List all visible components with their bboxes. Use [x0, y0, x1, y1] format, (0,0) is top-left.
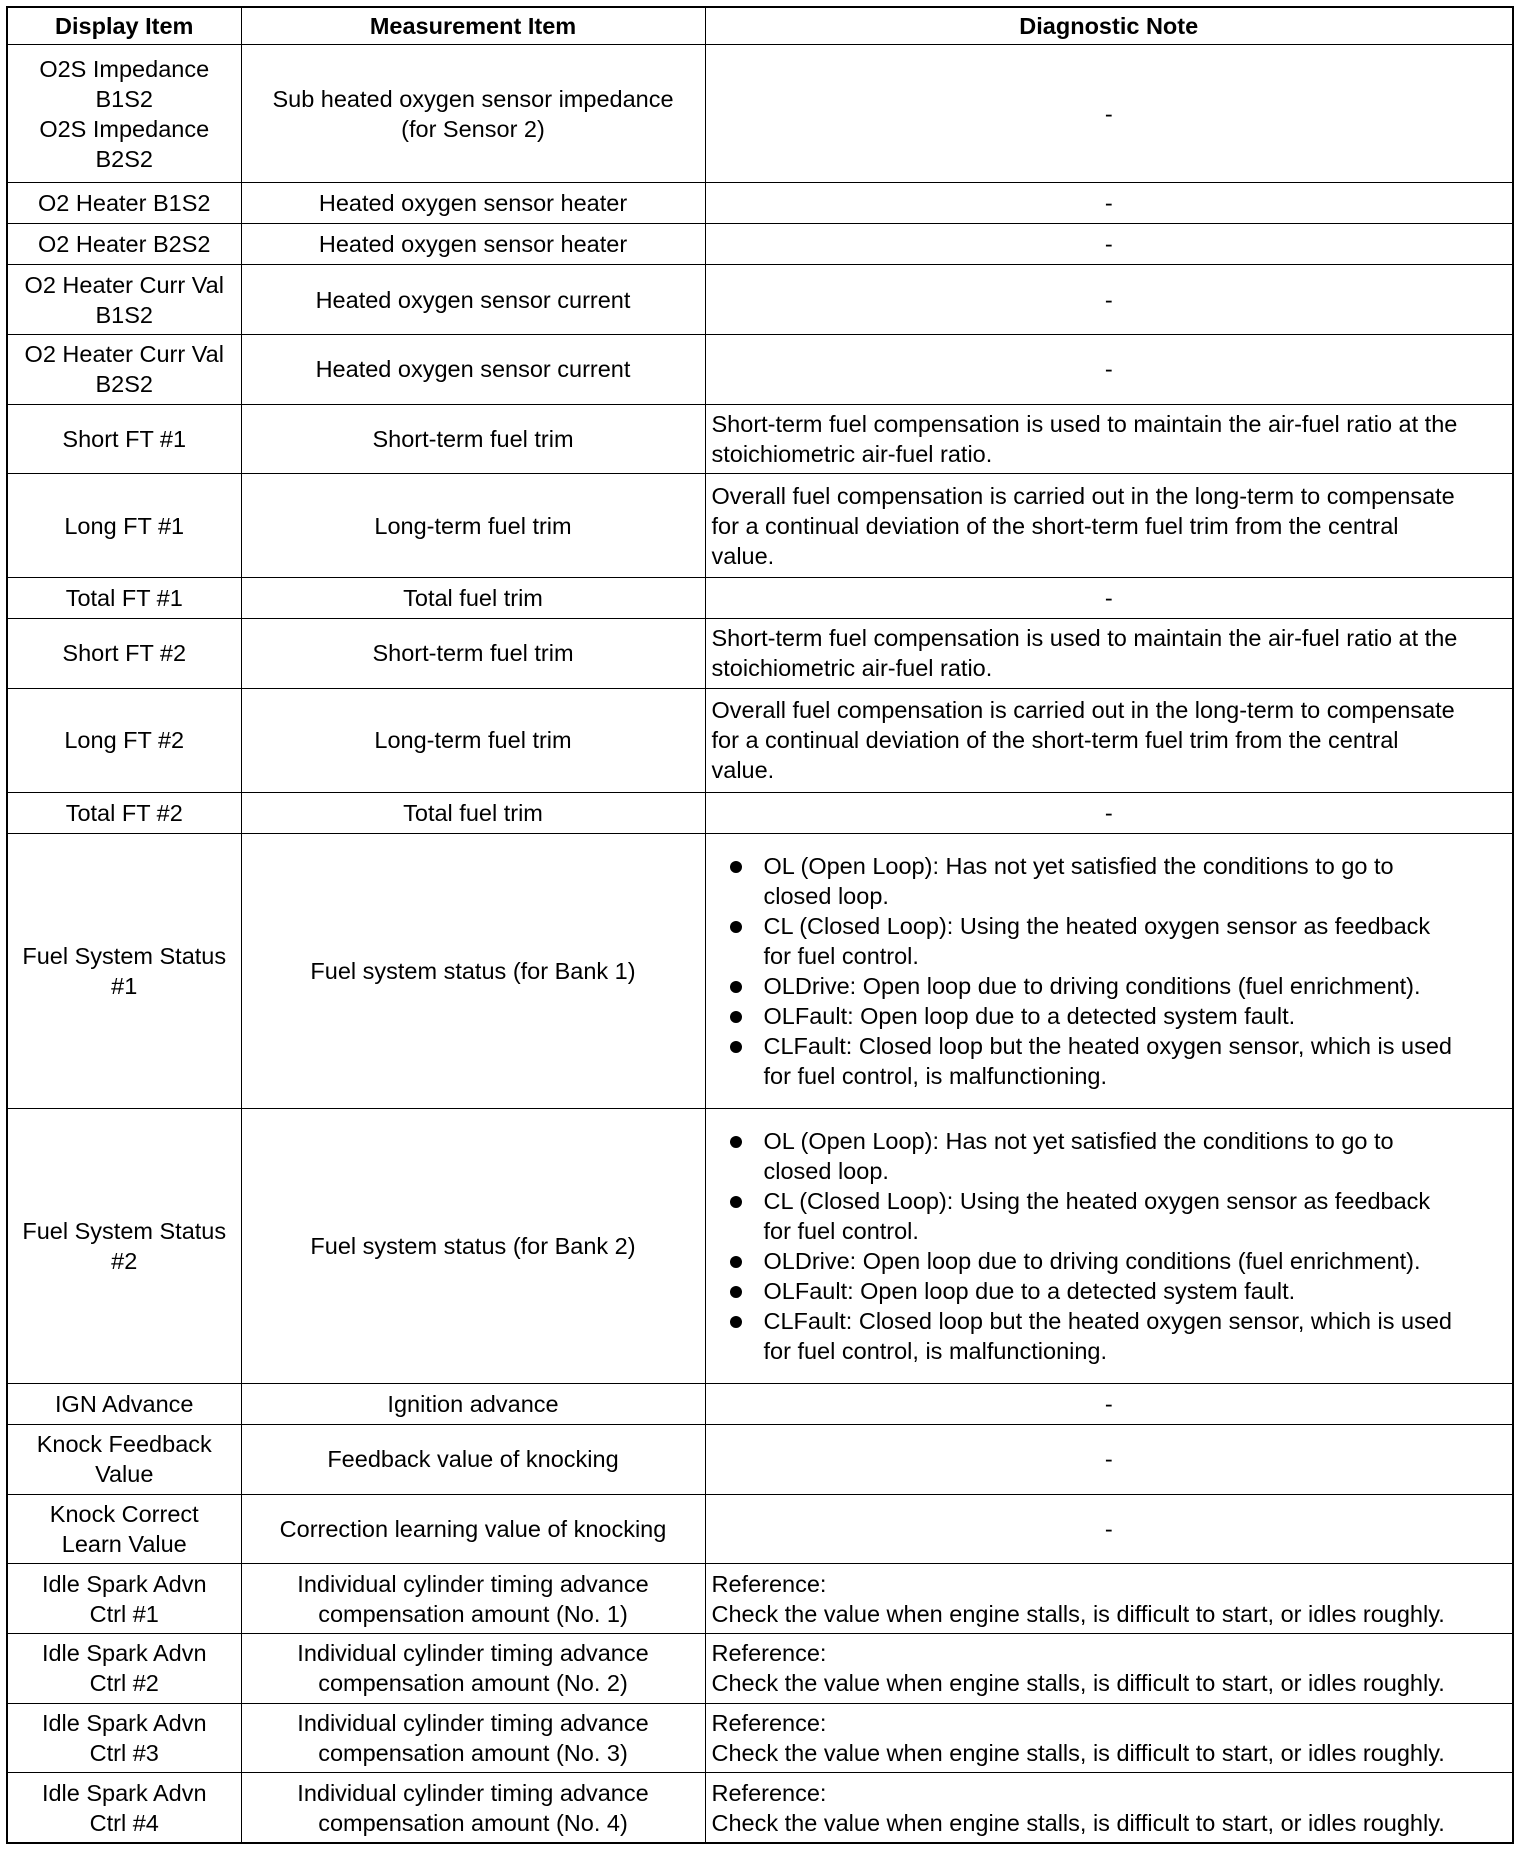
diagnostic-note-cell [705, 404, 1513, 474]
table-row [7, 578, 1513, 619]
status-bullet-item [764, 1001, 1507, 1031]
table-row [7, 1494, 1513, 1564]
display-item-line: Short FT #1 [62, 425, 187, 452]
display-item-line: #2 [111, 1247, 138, 1274]
table-body [7, 45, 1513, 1844]
diagnostic-note-line: - [1104, 1446, 1113, 1473]
display-item-cell [7, 404, 241, 474]
bullet-text-line: CL (Closed Loop): Using the heated oxygen sensor as feedback [763, 912, 1431, 939]
measurement-item-cell [241, 224, 705, 265]
measurement-item-line: Short-term fuel trim [372, 425, 574, 452]
header-measurement-item: Measurement Item [241, 7, 705, 45]
bullet-text-line: for fuel control. [763, 1217, 919, 1244]
measurement-item-line: compensation amount (No. 4) [318, 1809, 628, 1836]
measurement-item-cell [241, 183, 705, 224]
diagnostic-note-line: - [1104, 231, 1113, 258]
bullet-text-line: for fuel control, is malfunctioning. [763, 1337, 1108, 1364]
diagnostic-note-line: - [1104, 585, 1113, 612]
table-row [7, 619, 1513, 689]
display-item-line: Idle Spark Advn [41, 1709, 207, 1736]
measurement-item-cell [241, 1633, 705, 1703]
measurement-item-line: Sub heated oxygen sensor impedance [272, 85, 674, 112]
status-bullet-item [764, 1276, 1507, 1306]
diagnostic-note-line: value. [711, 542, 775, 569]
measurement-item-line: Total fuel trim [403, 799, 543, 826]
measurement-item-line: compensation amount (No. 1) [318, 1600, 628, 1627]
table-row [7, 224, 1513, 265]
measurement-item-line: Long-term fuel trim [374, 727, 572, 754]
table-header-row [7, 7, 1513, 45]
table-row [7, 1773, 1513, 1843]
status-bullet-item [764, 851, 1507, 911]
measurement-item-line: compensation amount (No. 2) [318, 1670, 628, 1697]
measurement-item-cell [241, 1425, 705, 1495]
diagnostic-note-cell [705, 688, 1513, 792]
status-bullet-item [764, 1126, 1507, 1186]
diagnostic-note-line: Reference: [711, 1570, 827, 1597]
bullet-text-line: OLFault: Open loop due to a detected system fault. [763, 1002, 1296, 1029]
header-display-item: Display Item [7, 7, 241, 45]
diagnostic-note-cell [705, 183, 1513, 224]
measurement-item-line: Individual cylinder timing advance [297, 1570, 649, 1597]
measurement-item-cell [241, 474, 705, 578]
display-item-cell [7, 1633, 241, 1703]
diagnostic-data-table [6, 6, 1514, 1844]
diagnostic-note-line: - [1104, 1391, 1113, 1418]
table-row [7, 1703, 1513, 1773]
status-bullet-item [764, 911, 1507, 971]
measurement-item-cell [241, 265, 705, 335]
measurement-item-cell [241, 619, 705, 689]
display-item-cell [7, 1383, 241, 1424]
display-item-line: Ctrl #1 [89, 1600, 159, 1627]
diagnostic-note-cell [705, 578, 1513, 619]
diagnostic-note-line: Check the value when engine stalls, is difficult to start, or idles roughly. [711, 1670, 1445, 1697]
diagnostic-note-cell [705, 1703, 1513, 1773]
status-bullet-list [712, 1126, 1507, 1366]
table-row [7, 688, 1513, 792]
diagnostic-note-cell [705, 1108, 1513, 1383]
diagnostic-note-cell [705, 792, 1513, 833]
measurement-item-line: Correction learning value of knocking [279, 1516, 667, 1542]
status-bullet-item [764, 1186, 1507, 1246]
display-item-line: O2 Heater B1S2 [38, 190, 211, 217]
display-item-cell [7, 1425, 241, 1495]
diagnostic-note-line: - [1104, 100, 1113, 127]
display-item-line: Idle Spark Advn [41, 1779, 207, 1806]
display-item-line: Short FT #2 [62, 640, 187, 667]
measurement-item-line: Heated oxygen sensor heater [318, 231, 628, 258]
diagnostic-note-line: - [1104, 190, 1113, 217]
diagnostic-note-line: Overall fuel compensation is carried out in the long-term to compensate [711, 482, 1455, 509]
measurement-item-line: Fuel system status (for Bank 2) [310, 1232, 636, 1259]
status-bullet-item [764, 1306, 1507, 1366]
bullet-text-line: for fuel control, is malfunctioning. [763, 1062, 1108, 1089]
display-item-line: O2 Heater Curr Val [24, 271, 224, 298]
status-bullet-list [712, 851, 1507, 1091]
bullet-text-line: OL (Open Loop): Has not yet satisfied the conditions to go to [763, 852, 1394, 879]
bullet-text-line: OLDrive: Open loop due to driving conditions (fuel enrichment). [763, 1247, 1421, 1274]
diagnostic-note-line: Check the value when engine stalls, is difficult to start, or idles roughly. [711, 1739, 1445, 1766]
display-item-cell [7, 224, 241, 265]
diagnostic-note-cell [705, 265, 1513, 335]
table-row [7, 334, 1513, 404]
table-row [7, 792, 1513, 833]
diagnostic-note-line: Reference: [711, 1779, 827, 1806]
display-item-cell [7, 688, 241, 792]
measurement-item-cell [241, 1703, 705, 1773]
bullet-text-line: CLFault: Closed loop but the heated oxygen sensor, which is used [763, 1307, 1452, 1334]
measurement-item-line: Individual cylinder timing advance [297, 1640, 649, 1667]
display-item-cell [7, 1108, 241, 1383]
measurement-item-line: (for Sensor 2) [401, 115, 545, 142]
diagnostic-note-cell [705, 1494, 1513, 1564]
diagnostic-note-line: stoichiometric air-fuel ratio. [711, 440, 993, 467]
table-row [7, 183, 1513, 224]
display-item-cell [7, 183, 241, 224]
table-row [7, 1383, 1513, 1424]
display-item-line: Learn Value [61, 1531, 187, 1557]
diagnostic-note-line: Overall fuel compensation is carried out in the long-term to compensate [711, 697, 1455, 724]
display-item-cell [7, 619, 241, 689]
diagnostic-note-cell [705, 1564, 1513, 1634]
diagnostic-note-line: for a continual deviation of the short-term fuel trim from the central [711, 512, 1399, 539]
display-item-line: Fuel System Status [22, 1217, 227, 1244]
display-item-cell [7, 1564, 241, 1634]
measurement-item-line: Fuel system status (for Bank 1) [310, 957, 636, 984]
display-item-line: Total FT #2 [65, 799, 183, 826]
measurement-item-line: Heated oxygen sensor current [315, 286, 631, 313]
measurement-item-line: Ignition advance [387, 1391, 559, 1418]
display-item-cell [7, 265, 241, 335]
measurement-item-line: Short-term fuel trim [372, 640, 574, 667]
diagnostic-note-cell [705, 833, 1513, 1108]
display-item-cell [7, 578, 241, 619]
diagnostic-note-line: for a continual deviation of the short-term fuel trim from the central [711, 727, 1399, 754]
measurement-item-line: Heated oxygen sensor heater [318, 190, 628, 217]
measurement-item-line: Heated oxygen sensor current [315, 356, 631, 383]
table-row [7, 1633, 1513, 1703]
diagnostic-note-cell [705, 1773, 1513, 1843]
measurement-item-cell [241, 45, 705, 183]
diagnostic-note-cell [705, 224, 1513, 265]
bullet-text-line: OL (Open Loop): Has not yet satisfied the conditions to go to [763, 1127, 1394, 1154]
diagnostic-note-cell [705, 1383, 1513, 1424]
display-item-line: IGN Advance [55, 1391, 194, 1418]
diagnostic-note-line: Short-term fuel compensation is used to maintain the air-fuel ratio at the [711, 625, 1458, 652]
display-item-line: Ctrl #2 [89, 1670, 159, 1697]
display-item-line: #1 [111, 972, 138, 999]
bullet-text-line: OLFault: Open loop due to a detected system fault. [763, 1277, 1296, 1304]
display-item-line: O2S Impedance [39, 55, 210, 82]
diagnostic-note-line: value. [711, 757, 775, 784]
display-item-line: Knock Correct [49, 1501, 199, 1527]
diagnostic-note-line: - [1104, 356, 1113, 383]
bullet-text-line: closed loop. [763, 1157, 889, 1184]
display-item-line: O2 Heater B2S2 [38, 231, 211, 258]
diagnostic-note-line: stoichiometric air-fuel ratio. [711, 655, 993, 682]
measurement-item-line: Total fuel trim [403, 585, 543, 612]
measurement-item-line: Individual cylinder timing advance [297, 1779, 649, 1806]
measurement-item-line: Individual cylinder timing advance [297, 1709, 649, 1736]
table-row [7, 45, 1513, 183]
display-item-line: O2 Heater Curr Val [24, 341, 224, 368]
diagnostic-note-cell [705, 45, 1513, 183]
diagnostic-note-cell [705, 334, 1513, 404]
diagnostic-note-line: Reference: [711, 1640, 827, 1667]
diagnostic-note-line: Reference: [711, 1709, 827, 1736]
diagnostic-note-line: Short-term fuel compensation is used to maintain the air-fuel ratio at the [711, 410, 1458, 437]
bullet-text-line: OLDrive: Open loop due to driving conditions (fuel enrichment). [763, 972, 1421, 999]
measurement-item-cell [241, 1564, 705, 1634]
diagnostic-note-line: - [1104, 799, 1113, 826]
display-item-line: Ctrl #3 [89, 1739, 159, 1766]
display-item-line: Total FT #1 [65, 585, 183, 612]
table-row [7, 265, 1513, 335]
display-item-line: B1S2 [95, 301, 153, 328]
display-item-line: B2S2 [95, 371, 153, 398]
header-diagnostic-note: Diagnostic Note [705, 7, 1513, 45]
measurement-item-cell [241, 1494, 705, 1564]
diagnostic-note-cell [705, 474, 1513, 578]
display-item-cell [7, 1494, 241, 1564]
table-row [7, 1425, 1513, 1495]
measurement-item-cell [241, 1108, 705, 1383]
table-row [7, 1564, 1513, 1634]
table-row [7, 404, 1513, 474]
diagnostic-note-line: Check the value when engine stalls, is difficult to start, or idles roughly. [711, 1600, 1445, 1627]
display-item-line: Long FT #1 [64, 512, 185, 539]
diagnostic-note-cell [705, 1633, 1513, 1703]
display-item-line: Idle Spark Advn [41, 1570, 207, 1597]
display-item-line: Fuel System Status [22, 942, 227, 969]
measurement-item-cell [241, 1773, 705, 1843]
measurement-item-cell [241, 688, 705, 792]
display-item-cell [7, 1703, 241, 1773]
diagnostic-note-line: Check the value when engine stalls, is difficult to start, or idles roughly. [711, 1809, 1445, 1836]
display-item-line: O2S Impedance [39, 115, 210, 142]
display-item-cell [7, 833, 241, 1108]
table-row [7, 1108, 1513, 1383]
diagnostic-note-line: - [1104, 286, 1113, 313]
table-row [7, 833, 1513, 1108]
table-row [7, 474, 1513, 578]
display-item-line: B1S2 [95, 85, 153, 112]
diagnostic-note-cell [705, 1425, 1513, 1495]
display-item-line: B2S2 [95, 145, 153, 172]
display-item-line: Ctrl #4 [89, 1809, 159, 1836]
display-item-cell [7, 334, 241, 404]
display-item-cell [7, 45, 241, 183]
measurement-item-line: Feedback value of knocking [327, 1446, 619, 1473]
display-item-cell [7, 1773, 241, 1843]
measurement-item-cell [241, 1383, 705, 1424]
bullet-text-line: for fuel control. [763, 942, 919, 969]
diagnostic-note-line: - [1104, 1516, 1113, 1542]
bullet-text-line: CL (Closed Loop): Using the heated oxygen sensor as feedback [763, 1187, 1431, 1214]
display-item-cell [7, 792, 241, 833]
measurement-item-cell [241, 833, 705, 1108]
bullet-text-line: CLFault: Closed loop but the heated oxygen sensor, which is used [763, 1032, 1452, 1059]
status-bullet-item [764, 971, 1507, 1001]
measurement-item-line: compensation amount (No. 3) [318, 1739, 628, 1766]
display-item-cell [7, 474, 241, 578]
bullet-text-line: closed loop. [763, 882, 889, 909]
measurement-item-cell [241, 334, 705, 404]
status-bullet-item [764, 1246, 1507, 1276]
display-item-line: Idle Spark Advn [41, 1640, 207, 1667]
measurement-item-line: Long-term fuel trim [374, 512, 572, 539]
diagnostic-note-cell [705, 619, 1513, 689]
measurement-item-cell [241, 404, 705, 474]
display-item-line: Value [95, 1461, 154, 1488]
measurement-item-cell [241, 792, 705, 833]
display-item-line: Long FT #2 [64, 727, 185, 754]
display-item-line: Knock Feedback [36, 1431, 212, 1458]
measurement-item-cell [241, 578, 705, 619]
status-bullet-item [764, 1031, 1507, 1091]
